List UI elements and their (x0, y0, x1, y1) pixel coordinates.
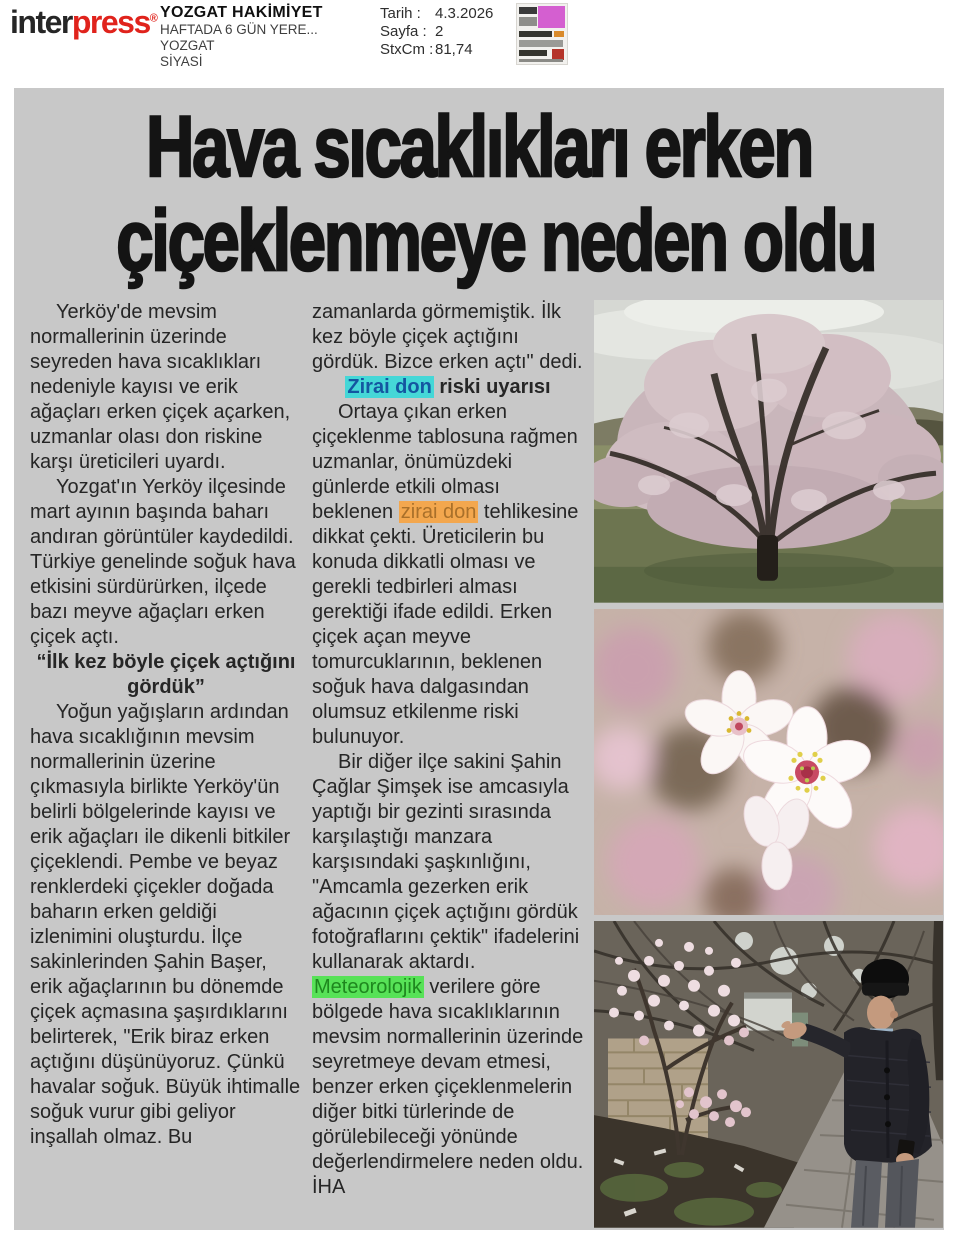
paragraph-text: Ortaya çıkan erken çiçeklenme tablosuna rağmen uzmanlar, önümüzdeki günlerde etkili olması beklenen (312, 401, 578, 523)
meta-stxcm-value: 81,74 (435, 41, 473, 58)
meta-date-row (380, 5, 493, 23)
report-header (0, 0, 956, 88)
paragraph-text: Bir diğer ilçe sakini Şahin Çağlar Şimşek ise amcasıyla yaptığı bir gezinti sırasında karşılaştığı manzara karşısındaki şaşkınlığını, "Amcamla gezerken erik ağacının çiçek açtığını gördük fotoğraflarını çektik" ifadelerini kullanarak aktardı. (312, 751, 580, 973)
logo-text-press: press (71, 4, 150, 40)
man-pointing-illustration (594, 921, 943, 1228)
paragraph (312, 400, 584, 750)
photo-flower-closeup (594, 609, 943, 916)
paragraph-lead: Yerköy'de mevsim normallerinin üzerinde seyreden hava sıcaklıkları nedeniyle kayısı ve erik ağaçları erken çiçek açarken, uzmanlar olası don riskine karşı üreticileri uyardı. (30, 301, 291, 473)
thumb-text-band (519, 40, 563, 47)
registered-mark: ® (149, 12, 158, 25)
publication-info (160, 4, 323, 70)
clipping-meta (380, 5, 493, 59)
meta-page-row (380, 23, 493, 41)
paragraph-text: tehlikesine dikkat çekti. Üreticilerin bu konuda dikkatli olması ve gerekli tedbirleri alması gerektiği ifade edildi. Erken çiçek açan meyve tomurcuklarının, beklenen soğuk hava dalgasından olumsuz etkilenme riski bulunuyor. (312, 501, 579, 748)
thumb-text-band (519, 31, 552, 37)
source-page-thumbnail (516, 3, 568, 65)
thumb-headline-block (519, 7, 537, 14)
publication-city: YOZGAT (160, 38, 215, 53)
photo-column (594, 300, 944, 1228)
meta-date-label: Tarih : (380, 5, 421, 22)
flower-closeup-illustration (594, 609, 943, 916)
photo-blossoming-tree (594, 300, 943, 603)
text-column-1 (30, 300, 302, 1228)
interpress-logo (10, 4, 158, 41)
meta-page-label: Sayfa : (380, 23, 427, 40)
paragraph: Yoğun yağışların ardından hava sıcaklığının mevsim normallerinin üzerine çıkmasıyla birlikte Yerköy'ün belirli bölgelerinde kayısı ve erik ağaçları ile dikenli bitkiler çiçeklendi. Pembe ve beyaz renklerdeki çiçekler doğada baharın erken geldiği izlenimini oluşturdu. İlçe sakinlerinden Şahin Başer, erik ağaçlarının bu dönemde çiçek açmasına şaşırdıklarını belirterek, "Erik biraz erken açtığını düşünüyoruz. Çünkü havalar soğuk. Büyük ihtimalle soğuk vurur gibi geliyor inşallah olmaz. Bu (30, 701, 301, 1148)
article-body (14, 300, 944, 1228)
article-clipping (14, 88, 944, 1230)
headline-line-2: çiçeklenmeye neden oldu (116, 193, 876, 289)
thumb-text-band (519, 59, 563, 62)
paragraph-continuation: zamanlarda görmemiştik. İlk kez böyle çiçek açtığını gördük. Bizce erken açtı" dedi. (312, 301, 583, 373)
text-column-2 (312, 300, 584, 1228)
subheading-frost-warning (312, 375, 584, 400)
paragraph (312, 750, 584, 1200)
highlight-meteorolojik-green: Meteorolojik (314, 976, 422, 998)
publication-frequency: HAFTADA 6 GÜN YERE... (160, 22, 318, 37)
thumb-orange-block (554, 31, 564, 37)
meta-page-value: 2 (435, 23, 444, 40)
paragraph: Yozgat'ın Yerköy ilçesinde mart ayının başında baharı andıran görüntüler kaydedildi. Türkiye genelinde soğuk hava etkisini sürdürürken, ilçede bazı meyve ağaçları erken çiçek açtı. (30, 476, 296, 648)
highlight-zirai-don-cyan: Zirai don (347, 376, 432, 398)
article-headline (14, 88, 944, 292)
highlight-zirai-don-orange: zirai don (400, 501, 477, 523)
subheading-rest: riski uyarısı (433, 376, 551, 398)
publication-category: SİYASİ (160, 54, 203, 69)
meta-date-value: 4.3.2026 (435, 5, 494, 22)
publication-name: YOZGAT HAKİMİYET (160, 4, 323, 21)
thumb-text-band (519, 50, 547, 56)
subheading-first-bloom: “İlk kez böyle çiçek açtığını gördük” (36, 651, 296, 698)
meta-stxcm-row (380, 41, 493, 59)
blossoming-tree-illustration (594, 300, 943, 603)
meta-stxcm-label: StxCm : (380, 41, 434, 58)
headline-line-1: Hava sıcaklıkları erken (146, 99, 812, 195)
thumb-magenta-highlight (538, 6, 565, 28)
paragraph-text: verilere göre bölgede hava sıcaklıklarının mevsim normallerinin üzerinde seyretmeye devam etmesi, benzer erken çiçeklenmelerin diğer bitki türlerinde de görülebileceği yönünde değerlendirmelere neden oldu. İHA (312, 976, 584, 1198)
logo-text-inter: inter (10, 4, 72, 40)
photo-man-pointing-tree (594, 921, 943, 1228)
thumb-photo-block (519, 17, 537, 26)
